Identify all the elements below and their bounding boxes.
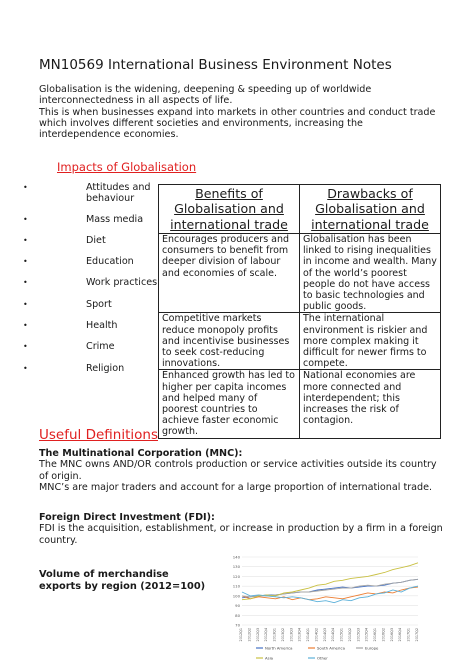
benefits-header: Benefits of Globalisation and international trade — [159, 185, 300, 234]
y-tick-label: 130 — [232, 564, 240, 570]
x-tick-label: 2016Q1 — [373, 628, 378, 642]
bullet-icon: • — [23, 235, 28, 245]
mnc-definition — [39, 448, 444, 493]
x-tick-label: 2012Q3 — [255, 628, 260, 642]
legend-label: Asia — [265, 655, 273, 661]
y-tick-label: 110 — [232, 583, 240, 589]
y-tick-label: 70 — [235, 622, 240, 628]
drawback-cell: The international environment is riskier and more complex making it difficult for newer firms to compete. — [300, 313, 441, 370]
list-item: • Health — [23, 320, 118, 332]
list-item: • Religion — [23, 362, 125, 374]
x-tick-label: 2014Q3 — [322, 628, 327, 642]
list-item: • Work practices — [23, 277, 158, 289]
x-tick-label: 2016Q4 — [398, 628, 403, 642]
y-tick-label: 140 — [232, 554, 240, 560]
x-tick-label: 2014Q1 — [306, 628, 311, 642]
definition-text: The MNC owns AND/OR controls production or service activities outside its country of origin. — [39, 459, 437, 482]
drawback-cell: Globalisation has been linked to rising inequalities in income and wealth. Many of the world’s poorest people do not have access to basic technologies and public goods. — [300, 233, 441, 312]
x-tick-label: 2014Q4 — [331, 628, 336, 642]
x-tick-label: 2015Q2 — [347, 628, 352, 642]
list-item: • Sport — [23, 298, 112, 310]
impacts-heading: Impacts of Globalisation — [57, 160, 197, 174]
bullet-icon: • — [23, 278, 28, 288]
x-tick-label: 2012Q4 — [264, 628, 269, 642]
legend-label: Europe — [365, 645, 379, 651]
definitions-heading: Useful Definitions — [39, 427, 158, 443]
bullet-icon: • — [23, 257, 28, 267]
x-tick-label: 2015Q3 — [356, 628, 361, 642]
series-line — [242, 563, 418, 600]
definition-text: FDI is the acquisition, establishment, or increase in production by a firm in a foreign country. — [39, 523, 443, 546]
x-tick-label: 2012Q1 — [239, 628, 243, 642]
benefit-cell: Enhanced growth has led to higher per capita incomes and helped many of poorest countries to achieve faster economic growth. — [159, 370, 300, 438]
list-item: • Mass media — [23, 213, 144, 225]
x-tick-label: 2015Q1 — [339, 628, 344, 642]
x-tick-label: 2013Q1 — [272, 628, 277, 642]
impacts-table — [158, 184, 441, 439]
bullet-icon: • — [23, 342, 28, 352]
table-row — [159, 370, 441, 438]
x-tick-label: 2016Q3 — [389, 628, 394, 642]
list-item: • Education — [23, 256, 134, 268]
intro-paragraph: Globalisation is the widening, deepening & speeding up of worldwide interconnectedness in all aspects of life. — [39, 84, 372, 107]
x-tick-label: 2012Q2 — [247, 628, 252, 642]
x-tick-label: 2016Q2 — [381, 628, 386, 642]
series-line — [242, 579, 418, 597]
drawback-cell: National economies are more connected and interdependent; this increases the risk of contagion. — [300, 370, 441, 438]
intro-paragraph: This is when businesses expand into markets in other countries and conduct trade which involves different societies and environments, increasing the interdependence economies. — [39, 106, 436, 141]
definition-text: MNC’s are major traders and account for a large proportion of international trade. — [39, 481, 433, 493]
drawbacks-header: Drawbacks of Globalisation and international trade — [300, 185, 441, 234]
y-tick-label: 80 — [235, 612, 240, 618]
benefit-cell: Competitive markets reduce monopoly profits and incentivise businesses to seek cost-reducing innovations. — [159, 313, 300, 370]
bullet-icon: • — [23, 214, 28, 224]
chart-svg — [228, 553, 428, 667]
exports-chart — [228, 553, 428, 671]
legend-label: South America — [317, 645, 345, 651]
list-item: • Diet — [23, 234, 106, 246]
definition-term: The Multinational Corporation (MNC): — [39, 448, 243, 459]
impacts-list — [23, 182, 158, 374]
list-item: • Crime — [23, 341, 115, 353]
page-title: MN10569 International Business Environment Notes — [39, 57, 392, 73]
bullet-icon: • — [23, 321, 28, 331]
legend-label: Other — [317, 655, 328, 661]
y-tick-label: 90 — [235, 603, 240, 609]
list-item: • Attitudes and behaviour — [23, 182, 151, 205]
bullet-icon: • — [23, 299, 28, 309]
definition-term: Foreign Direct Investment (FDI): — [39, 512, 215, 523]
intro-text — [39, 84, 439, 140]
table-header-row — [159, 185, 441, 234]
x-tick-label: 2017Q1 — [406, 628, 411, 642]
legend-label: North America — [265, 645, 293, 651]
y-tick-label: 100 — [232, 593, 240, 599]
fdi-definition — [39, 512, 444, 546]
x-tick-label: 2013Q4 — [297, 628, 302, 642]
chart-caption: Volume of merchandise exports by region (2012=100) — [39, 569, 206, 592]
y-tick-label: 120 — [232, 573, 240, 579]
x-tick-label: 2013Q2 — [280, 628, 285, 642]
x-tick-label: 2013Q3 — [289, 628, 294, 642]
benefit-cell: Encourages producers and consumers to benefit from deeper division of labour and economies of scale. — [159, 233, 300, 312]
table-row — [159, 233, 441, 312]
x-tick-label: 2014Q2 — [314, 628, 319, 642]
bullet-icon: • — [23, 183, 28, 192]
bullet-icon: • — [23, 363, 28, 373]
x-tick-label: 2015Q4 — [364, 628, 369, 642]
x-tick-label: 2017Q2 — [415, 628, 419, 642]
table-row — [159, 313, 441, 370]
